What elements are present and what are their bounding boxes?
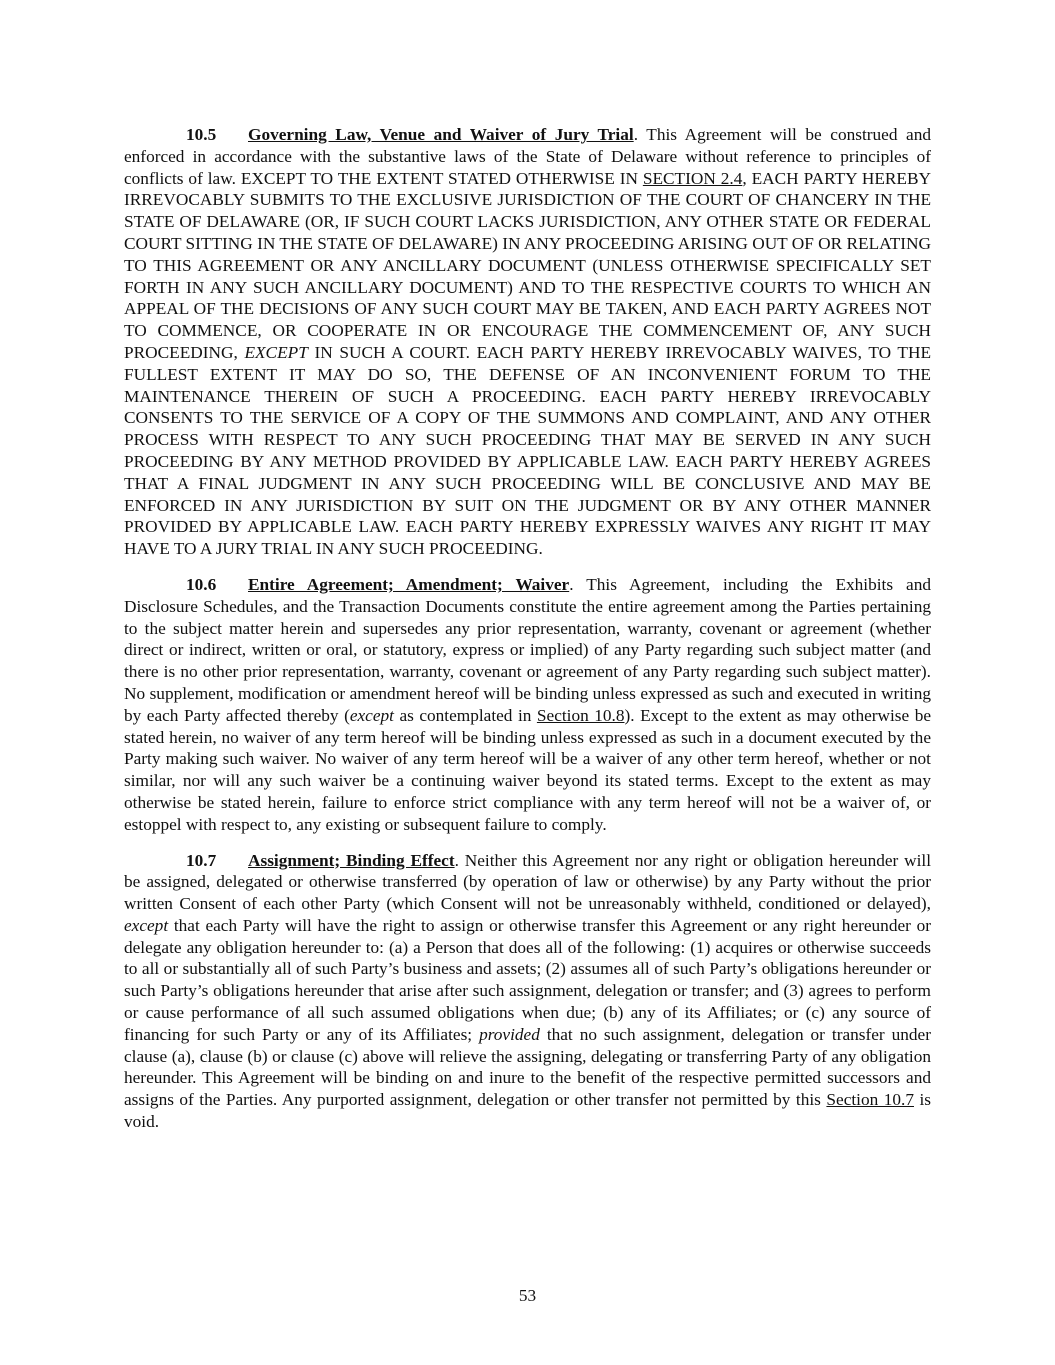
section-10-7 (124, 850, 931, 1133)
section-text: . This Agreement, including the Exhibits and Disclosure Schedules, and the Transaction Documents constitute the entire agreement among the Parties pertaining to the subject matter herein and supersedes any prior representation, warranty, covenant or agreement (whether direct or indirect, written or oral, or statutory, express or implied) of any Party regarding such subject matter (and there is no other prior representation, warranty, covenant or agreement of any Party regarding such subject matter). No supplement, modification or amendment hereof will be binding unless expressed as such and executed in writing by each Party affected thereby ( (124, 574, 931, 725)
section-text: is void. (124, 1090, 931, 1132)
section-10-6 (124, 574, 931, 836)
emphasis-text: except (349, 705, 394, 725)
section-title: Entire Agreement; Amendment; Waiver (248, 574, 570, 594)
section-title: Governing Law, Venue and Waiver of Jury Trial (248, 125, 634, 144)
section-reference: SECTION 2.4 (642, 168, 743, 188)
page-number: 53 (518, 1286, 537, 1305)
emphasis-text: EXCEPT (244, 342, 308, 362)
section-text: . Neither this Agreement nor any right or obligation hereunder will be assigned, delegated or otherwise transferred (by operation of law or otherwise) by any Party without the prior written Consent of each other Party (which Consent will not be unreasonably withheld, conditioned or delayed), (124, 850, 931, 914)
section-title: Assignment; Binding Effect (248, 850, 455, 870)
section-text: , EACH PARTY HEREBY IRREVOCABLY SUBMITS TO THE EXCLUSIVE JURISDICTION OF THE COURT OF CHANCERY IN THE STATE OF DELAWARE (OR, IF SUCH COURT LACKS JURISDICTION, ANY OTHER STATE OR FEDERAL COURT SITTING IN THE STATE OF DELAWARE) IN ANY PROCEEDING ARISING OUT OF OR RELATING TO THIS AGREEMENT OR ANY ANCILLARY DOCUMENT (UNLESS OTHERWISE SPECIFICALLY SET FORTH IN ANY SUCH ANCILLARY DOCUMENT) AND TO THE RESPECTIVE COURTS TO WHICH AN APPEAL OF THE DECISIONS OF ANY SUCH COURT MAY BE TAKEN, AND EACH PARTY AGREES NOT TO COMMENCE, OR COOPERATE IN OR ENCOURAGE THE COMMENCEMENT OF, ANY SUCH PROCEEDING, (124, 168, 931, 362)
emphasis-text: except (124, 915, 169, 935)
section-number: 10.6 (186, 574, 217, 594)
section-number: 10.7 (186, 850, 217, 870)
emphasis-text: provided (479, 1024, 540, 1044)
section-text: IN SUCH A COURT. EACH PARTY HEREBY IRREVOCABLY WAIVES, TO THE FULLEST EXTENT IT MAY DO SO, THE DEFENSE OF AN INCONVENIENT FORUM TO THE MAINTENANCE THEREIN OF SUCH A PROCEEDING. EACH PARTY HEREBY IRREVOCABLY CONSENTS TO THE SERVICE OF A COPY OF THE SUMMONS AND COMPLAINT, AND ANY OTHER PROCESS WITH RESPECT TO ANY SUCH PROCEEDING THAT MAY BE SERVED IN ANY SUCH PROCEEDING BY ANY METHOD PROVIDED BY APPLICABLE LAW. EACH PARTY HEREBY AGREES THAT A FINAL JUDGMENT IN ANY SUCH PROCEEDING WILL BE CONCLUSIVE AND MAY BE ENFORCED IN ANY JURISDICTION BY SUIT ON THE JUDGMENT OR BY ANY OTHER MANNER PROVIDED BY APPLICABLE LAW. EACH PARTY HEREBY EXPRESSLY WAIVES ANY RIGHT IT MAY HAVE TO A JURY TRIAL IN ANY SUCH PROCEEDING. (124, 342, 931, 559)
section-text: . This Agreement will be construed and enforced in accordance with the substantive laws of the State of Delaware without reference to principles of conflicts of law. EXCEPT TO THE EXTENT STATED OTHERWISE IN (124, 125, 931, 188)
section-text: as contemplated in (393, 705, 537, 725)
document-page (124, 124, 931, 1147)
section-text: ). Except to the extent as may otherwise be stated herein, no waiver of any term hereof will be binding unless expressed as such in a document executed by the Party making such waiver. No waiver of any term hereof will be a waiver of any other term hereof, whether or not similar, nor will any such waiver be a continuing waiver beyond its stated terms. Except to the extent as may otherwise be stated herein, failure to enforce strict compliance with any term hereof will not be a waiver of, or estoppel with respect to, any existing or subsequent failure to comply. (124, 705, 932, 834)
section-text: that each Party will have the right to assign or otherwise transfer this Agreement or any right hereunder or delegate any obligation hereunder to: (a) a Person that does all of the following: (1) acquires or otherwise succeeds to all or substantially all of such Party’s business and assets; (2) assumes all of such Party’s obligations hereunder or such Party’s obligations hereunder that arise after such assignment, delegation or transfer; and (3) agrees to perform or cause performance of all such assumed obligations when due; (b) any of its Affiliates; or (c) any source of financing for such Party or any of its Affiliates; (124, 915, 931, 1044)
section-reference: Section 10.7 (826, 1090, 914, 1110)
section-10-5 (124, 124, 931, 560)
section-text: that no such assignment, delegation or transfer under clause (a), clause (b) or clause (c) above will relieve the assigning, delegating or transferring Party of any obligation hereunder. This Agreement will be binding on and inure to the benefit of the respective permitted successors and assigns of the Parties. Any purported assignment, delegation or other transfer not permitted by this (124, 1024, 931, 1110)
section-reference: Section 10.8 (536, 705, 625, 725)
section-number: 10.5 (186, 125, 217, 144)
